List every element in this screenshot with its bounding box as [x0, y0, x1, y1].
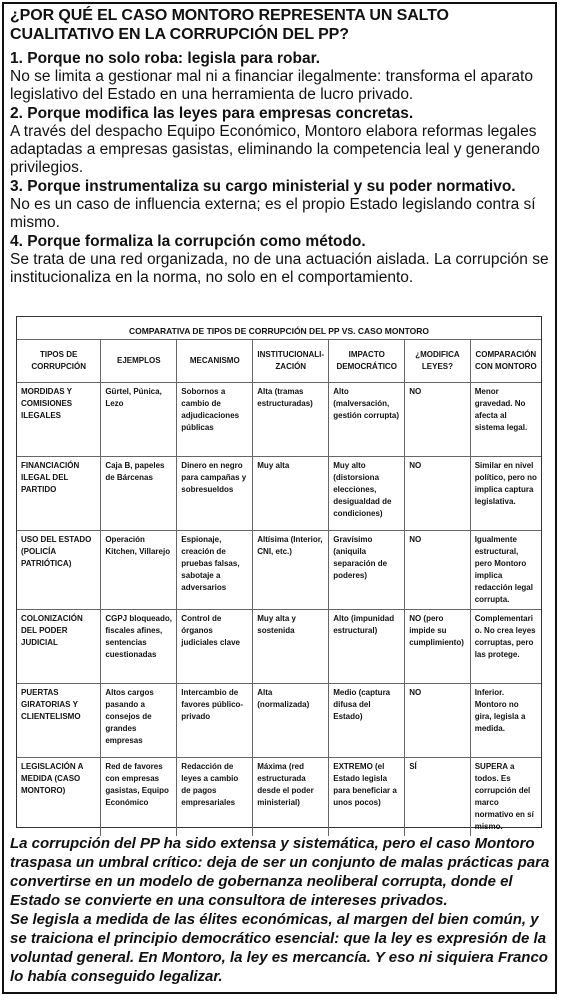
table-cell: COLONIZACIÓN DEL PODER JUDICIAL: [17, 610, 101, 684]
point-3: [10, 178, 550, 232]
table-cell: Inferior. Montoro no gira, legisla a medida.: [470, 684, 541, 758]
intro-section: [10, 6, 550, 288]
table-cell: FINANCIACIÓN ILEGAL DEL PARTIDO: [17, 457, 101, 531]
closing-section: [10, 834, 555, 986]
table-cell: Gravísimo (aniquila separación de poderes): [329, 531, 405, 610]
table-cell: Medio (captura difusa del Estado): [329, 684, 405, 758]
header-cell: IMPACTO DEMOCRÁTICO: [329, 340, 405, 383]
comparison-grid: [17, 339, 541, 836]
table-cell: NO (pero impide su cumplimiento): [405, 610, 471, 684]
header-cell: INSTITUCIONALI-ZACIÓN: [253, 340, 329, 383]
header-cell: MECANISMO: [177, 340, 253, 383]
table-title: COMPARATIVA DE TIPOS DE CORRUPCIÓN DEL PP VS. CASO MONTORO: [128, 326, 430, 336]
table-cell: Caja B, papeles de Bárcenas: [101, 457, 177, 531]
closing-paragraph: La corrupción del PP ha sido extensa y sistemática, pero el caso Montoro traspasa un umbral crítico: deja de ser un conjunto de malas prácticas para convertirse en un modelo de gobernanza neoliberal corrupta, donde el Estado se convierte en una consultora de intereses privados.: [10, 835, 550, 909]
header-cell: TIPOS DE CORRUPCIÓN: [17, 340, 101, 383]
point-body: No se limita a gestionar mal ni a financiar ilegalmente: transforma el aparato legislativo del Estado en una herramienta de lucro privado.: [10, 68, 533, 103]
point-4: [10, 233, 550, 287]
table-cell: Operación Kitchen, Villarejo: [101, 531, 177, 610]
table-cell: Complementario. No crea leyes corruptas, pero las protege.: [470, 610, 541, 684]
table-cell: Alta (normalizada): [253, 684, 329, 758]
point-title: 2. Porque modifica las leyes para empresas concretas.: [10, 105, 414, 122]
table-cell: Menor gravedad. No afecta al sistema legal.: [470, 383, 541, 457]
table-cell: MORDIDAS Y COMISIONES ILEGALES: [17, 383, 101, 457]
table-cell: Muy alto (distorsiona elecciones, desigualdad de condiciones): [329, 457, 405, 531]
point-title: 4. Porque formaliza la corrupción como método.: [10, 233, 366, 250]
table-row: [17, 610, 541, 684]
table-cell: NO: [405, 383, 471, 457]
table-cell: NO: [405, 531, 471, 610]
table-cell: SUPERA a todos. Es corrupción del marco normativo en sí mismo.: [470, 758, 541, 837]
table-cell: Dinero en negro para campañas y sobresueldos: [177, 457, 253, 531]
closing-paragraph: Se legisla a medida de las élites económicas, al margen del bien común, y se traiciona el principio democrático esencial: que la ley es expresión de la voluntad general. En Montoro, la ley es mercancía. Y eso ni siquiera Franco lo había conseguido legalizar.: [10, 911, 548, 985]
table-cell: Alto (malversación, gestión corrupta): [329, 383, 405, 457]
table-cell: LEGISLACIÓN A MEDIDA (CASO MONTORO): [17, 758, 101, 837]
table-header-row: [17, 340, 541, 383]
table-cell: Muy alta y sostenida: [253, 610, 329, 684]
table-cell: Control de órganos judiciales clave: [177, 610, 253, 684]
table-cell: Sobornos a cambio de adjudicaciones públicas: [177, 383, 253, 457]
table-cell: USO DEL ESTADO (POLICÍA PATRIÓTICA): [17, 531, 101, 610]
table-cell: Espionaje, creación de pruebas falsas, sabotaje a adversarios: [177, 531, 253, 610]
point-body: A través del despacho Equipo Económico, Montoro elabora reformas legales adaptadas a empresas gasistas, eliminando la competencia leal y generando privilegios.: [10, 123, 540, 176]
point-2: [10, 105, 550, 177]
table-cell: Red de favores con empresas gasistas, Equipo Económico: [101, 758, 177, 837]
table-cell: Alto (impunidad estructural): [329, 610, 405, 684]
table-row: [17, 457, 541, 531]
table-row: [17, 531, 541, 610]
table-cell: Máxima (red estructurada desde el poder ministerial): [253, 758, 329, 837]
table-cell: Gürtel, Púnica, Lezo: [101, 383, 177, 457]
table-cell: NO: [405, 457, 471, 531]
table-row: [17, 684, 541, 758]
table-cell: Igualmente estructural, pero Montoro implica redacción legal corrupta.: [470, 531, 541, 610]
table-cell: SÍ: [405, 758, 471, 837]
table-cell: Muy alta: [253, 457, 329, 531]
point-title: 1. Porque no solo roba: legisla para robar.: [10, 50, 321, 67]
table-cell: NO: [405, 684, 471, 758]
header-cell: COMPARACIÓN CON MONTORO: [470, 340, 541, 383]
comparison-table: [16, 316, 542, 831]
table-cell: Altísima (Interior, CNI, etc.): [253, 531, 329, 610]
table-cell: Redacción de leyes a cambio de pagos empresariales: [177, 758, 253, 837]
table-cell: Similar en nivel político, pero no implica captura legislativa.: [470, 457, 541, 531]
table-cell: Intercambio de favores público-privado: [177, 684, 253, 758]
table-cell: CGPJ bloqueado, fiscales afines, sentencias cuestionadas: [101, 610, 177, 684]
table-row: [17, 758, 541, 837]
table-row: [17, 383, 541, 457]
point-title: 3. Porque instrumentaliza su cargo ministerial y su poder normativo.: [10, 178, 516, 195]
table-cell: PUERTAS GIRATORIAS Y CLIENTELISMO: [17, 684, 101, 758]
point-1: [10, 50, 550, 104]
header-cell: EJEMPLOS: [101, 340, 177, 383]
point-body: No es un caso de influencia externa; es el propio Estado legislando contra sí mismo.: [10, 196, 536, 231]
table-cell: Alta (tramas estructuradas): [253, 383, 329, 457]
table-cell: EXTREMO (el Estado legisla para beneficiar a unos pocos): [329, 758, 405, 837]
headline: ¿POR QUÉ EL CASO MONTORO REPRESENTA UN SALTO CUALITATIVO EN LA CORRUPCIÓN DEL PP?: [10, 7, 449, 43]
table-cell: Altos cargos pasando a consejos de grandes empresas: [101, 684, 177, 758]
header-cell: ¿MODIFICA LEYES?: [405, 340, 471, 383]
point-body: Se trata de una red organizada, no de una actuación aislada. La corrupción se institucionaliza en la norma, no solo en el comportamiento.: [10, 251, 549, 286]
